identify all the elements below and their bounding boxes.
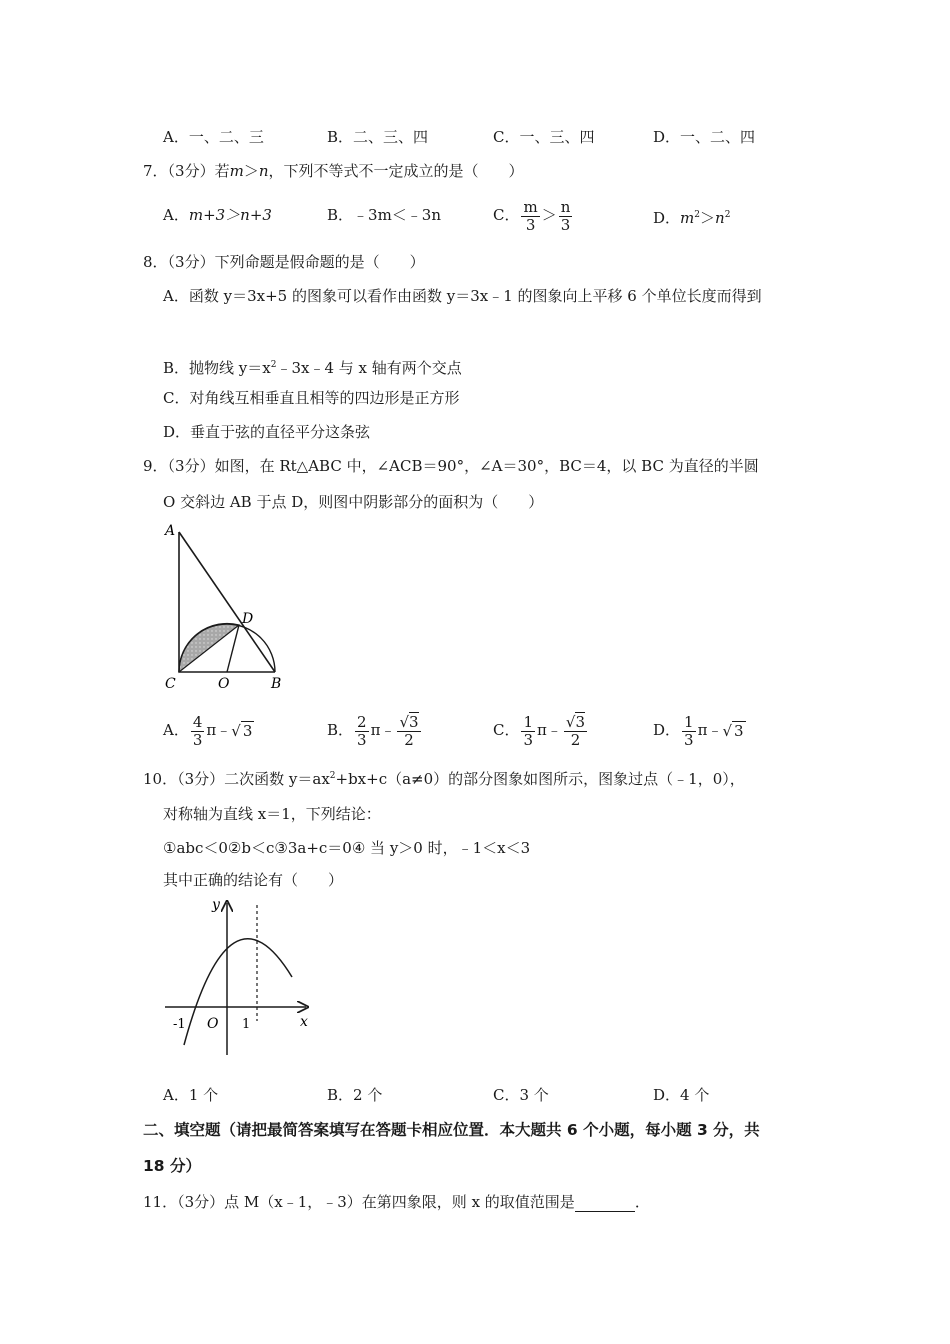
q10-option-d: D．4 个 [653, 1086, 710, 1104]
label-c: C [165, 676, 176, 692]
q9-option-a: A． $\frac{4}{3}$ π﹣√ 3 [163, 708, 254, 753]
q8-option-b: B．抛物线 $y=x^2﹣3x﹣4$ 与 x 轴有两个交点 [163, 359, 462, 377]
label-one: 1 [242, 1017, 251, 1032]
q10-option-c: C．3 个 [493, 1086, 549, 1104]
fraction: $\frac{n}{3}$ [560, 197, 571, 234]
q7-stem: 7．（3分）若m＞n，下列不等式不一定成立的是（ ） [143, 162, 524, 180]
label-y: y [212, 897, 220, 913]
q10-option-a: A．1 个 [163, 1086, 219, 1104]
q10-stem-line2: 对称轴为直线 x＝1，下列结论： [163, 805, 381, 823]
q7-option-b: B．﹣3m＜﹣3n [327, 206, 441, 224]
q9-option-c: C． $\frac{1}{3}$ π﹣ $\frac{√3}{2}$ [493, 712, 586, 749]
fraction: $\frac{4}{3}$ [192, 712, 203, 749]
q6-option-c: C．一、三、四 [493, 128, 595, 146]
q10-figure [160, 895, 320, 1063]
q6-option-a: A．一、二、三 [163, 128, 264, 146]
label-d: D [242, 611, 254, 627]
q8-option-c: C．对角线互相垂直且相等的四边形是正方形 [163, 389, 460, 407]
label-b: B [271, 676, 282, 692]
fraction: $\frac{m}{3}$ [523, 197, 538, 234]
q8-stem: 8．（3分）下列命题是假命题的是（ ） [143, 253, 425, 271]
answer-blank[interactable] [575, 1195, 635, 1212]
parabola [184, 939, 292, 1045]
q7-option-a: A．m+3＞n+3 [163, 206, 272, 224]
q10-stem-line1: 10．（3分）二次函数 $y=ax^2+bx+c(a\ne 0)$的部分图象如图所示，图象过点（﹣1，0）， [143, 770, 745, 788]
q9-figure [155, 518, 295, 694]
fraction: $\frac{1}{3}$ [523, 712, 534, 749]
q9-stem-line2: O 交斜边 AB 于点 D，则图中阴影部分的面积为（ ） [163, 493, 544, 511]
label-o: O [218, 676, 230, 692]
label-x: x [300, 1014, 308, 1030]
label-origin: O [207, 1016, 219, 1032]
fraction: $\frac{2}{3}$ [357, 712, 367, 749]
q6-option-d: D．一、二、四 [653, 128, 756, 146]
q8-option-a: A．函数 y＝3x+5 的图象可以看作由函数 y＝3x﹣1 的图象向上平移 6 个单位长度而得到 [163, 287, 762, 305]
section-heading-line2: 18 分） [143, 1157, 201, 1175]
fraction: $\frac{√3}{2}$ [565, 712, 586, 749]
q10-stem-line3: ①abc＜0②b＜c③3a+c＝0④ 当 y＞0 时，﹣1＜x＜3 [163, 839, 531, 857]
section-heading-line1: 二、填空题（请把最简答案填写在答题卡相应位置．本大题共 6 个小题，每小题 3 分，共 [143, 1121, 760, 1139]
q8-option-d: D．垂直于弦的直径平分这条弦 [163, 423, 371, 441]
q9-option-b: B． $\frac{2}{3}$ π﹣ $\frac{√3}{2}$ [327, 712, 419, 749]
shaded-region [179, 623, 239, 672]
q7-option-d: D．$m^2>n^2$ [653, 209, 731, 227]
q10-stem-line4: 其中正确的结论有（ ） [163, 871, 344, 889]
q6-option-b: B．二、三、四 [327, 128, 429, 146]
q9-stem-line1: 9．（3分）如图，在 Rt△ABC 中，∠ACB＝90°，∠A＝30°，BC＝4，以 BC 为直径的半圆 [143, 457, 759, 475]
q10-option-b: B．2 个 [327, 1086, 383, 1104]
label-a: A [165, 523, 176, 539]
label-neg1: -1 [173, 1017, 186, 1032]
square-root: √ 3 [231, 722, 253, 740]
square-root: √ 3 [722, 722, 744, 740]
fraction: $\frac{√3}{2}$ [399, 712, 419, 749]
fraction: $\frac{1}{3}$ [684, 712, 694, 749]
q7-option-c: C． $\frac{m}{3}$ ＞ $\frac{n}{3}$ [493, 197, 571, 234]
q11-stem: 11．（3分）点 M（x﹣1，﹣3）在第四象限，则 x 的取值范围是 ． [143, 1193, 650, 1211]
q9-option-d: D． $\frac{1}{3}$ π﹣√ 3 [653, 708, 746, 753]
